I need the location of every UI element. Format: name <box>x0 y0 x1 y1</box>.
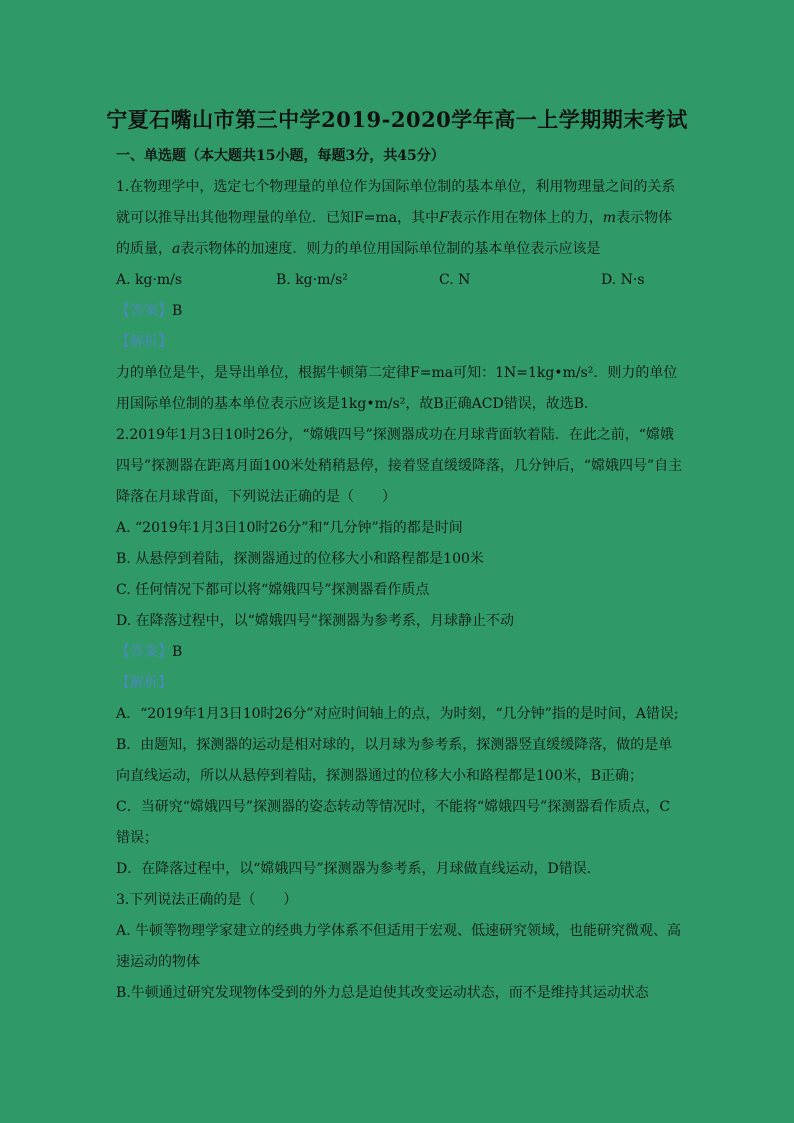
question-1-answer <box>116 296 684 327</box>
answer-tag: 【答案】 <box>116 303 172 319</box>
analysis-line-a: A．“2019年1月3日10时26分”对应时间轴上的点，为时刻，“几分钟”指的是时间，A错误; <box>116 706 679 722</box>
option-b: B. kg·m/s² <box>276 272 348 288</box>
variable-F: F <box>439 210 449 226</box>
section-heading: 一、单选题（本大题共15小题，每题3分，共45分） <box>116 148 445 164</box>
question-3-stem: 3.下列说法正确的是（ ） <box>116 892 298 908</box>
option-c: C. 任何情况下都可以将“嫦娥四号”探测器看作质点 <box>116 582 430 598</box>
answer-tag: 【答案】 <box>116 644 172 660</box>
question-content <box>116 172 684 1009</box>
analysis-tag: 【解析】 <box>116 334 172 350</box>
question-2-stem: 2.2019年1月3日10时26分，“嫦娥四号”探测器成功在月球背面软着陆．在此之前，“嫦娥四号”探测器在距离月面100米处稍稍悬停，接着竖直缓缓降落，几分钟后，“嫦娥四号”自主降落在月球背面，下列说法正确的是（ ） <box>116 427 683 505</box>
analysis-tag: 【解析】 <box>116 675 172 691</box>
question-2-answer <box>116 637 684 668</box>
question-1-stem: 1.在物理学中，选定七个物理量的单位作为国际单位制的基本单位，利用物理量之间的关系就可以推导出其他物理量的单位．已知F=ma，其中F表示作用在物体上的力，m表示物体的质量，a表示物体的加速度．则力的单位用国际单位制的基本单位表示应该是 <box>116 179 676 257</box>
option-b: B. 从悬停到着陆，探测器通过的位移大小和路程都是100米 <box>116 551 484 567</box>
document-title: 宁夏石嘴山市第三中学2019-2020学年高一上学期期末考试 <box>106 107 688 132</box>
analysis-line-c: C．当研究“嫦娥四号”探测器的姿态转动等情况时，不能将“嫦娥四号”探测器看作质点，C错误； <box>116 799 671 846</box>
option-a: A. 牛顿等物理学家建立的经典力学体系不但适用于宏观、低速研究领域，也能研究微观、高速运动的物体 <box>116 923 682 970</box>
option-c: C. N <box>439 272 471 288</box>
analysis-line-d: D．在降落过程中，以“嫦娥四号”探测器为参考系，月球做直线运动，D错误． <box>116 861 601 877</box>
option-d: D. N·s <box>601 272 645 288</box>
variable-a: a <box>172 241 181 257</box>
question-1-analysis: 力的单位是牛，是导出单位，根据牛顿第二定律F=ma可知：1N=1kg•m/s²．则力的单位用国际单位制的基本单位表示应该是1kg•m/s²，故B正确ACD错误，故选B． <box>116 365 678 412</box>
variable-m: m <box>602 210 617 226</box>
answer-value: B <box>172 303 183 319</box>
option-b: B.牛顿通过研究发现物体受到的外力总是迫使其改变运动状态，而不是维持其运动状态 <box>116 985 649 1001</box>
answer-value: B <box>172 644 183 660</box>
option-a: A. kg·m/s <box>116 272 183 288</box>
analysis-line-b: B．由题知，探测器的运动是相对球的，以月球为参考系，探测器竖直缓缓降落，做的是单向直线运动，所以从悬停到着陆，探测器通过的位移大小和路程都是100米，B正确； <box>116 737 673 784</box>
option-d: D. 在降落过程中，以“嫦娥四号”探测器为参考系，月球静止不动 <box>116 613 514 629</box>
question-1-options <box>116 265 684 296</box>
option-a: A. “2019年1月3日10时26分”和“几分钟”指的都是时间 <box>116 520 463 536</box>
